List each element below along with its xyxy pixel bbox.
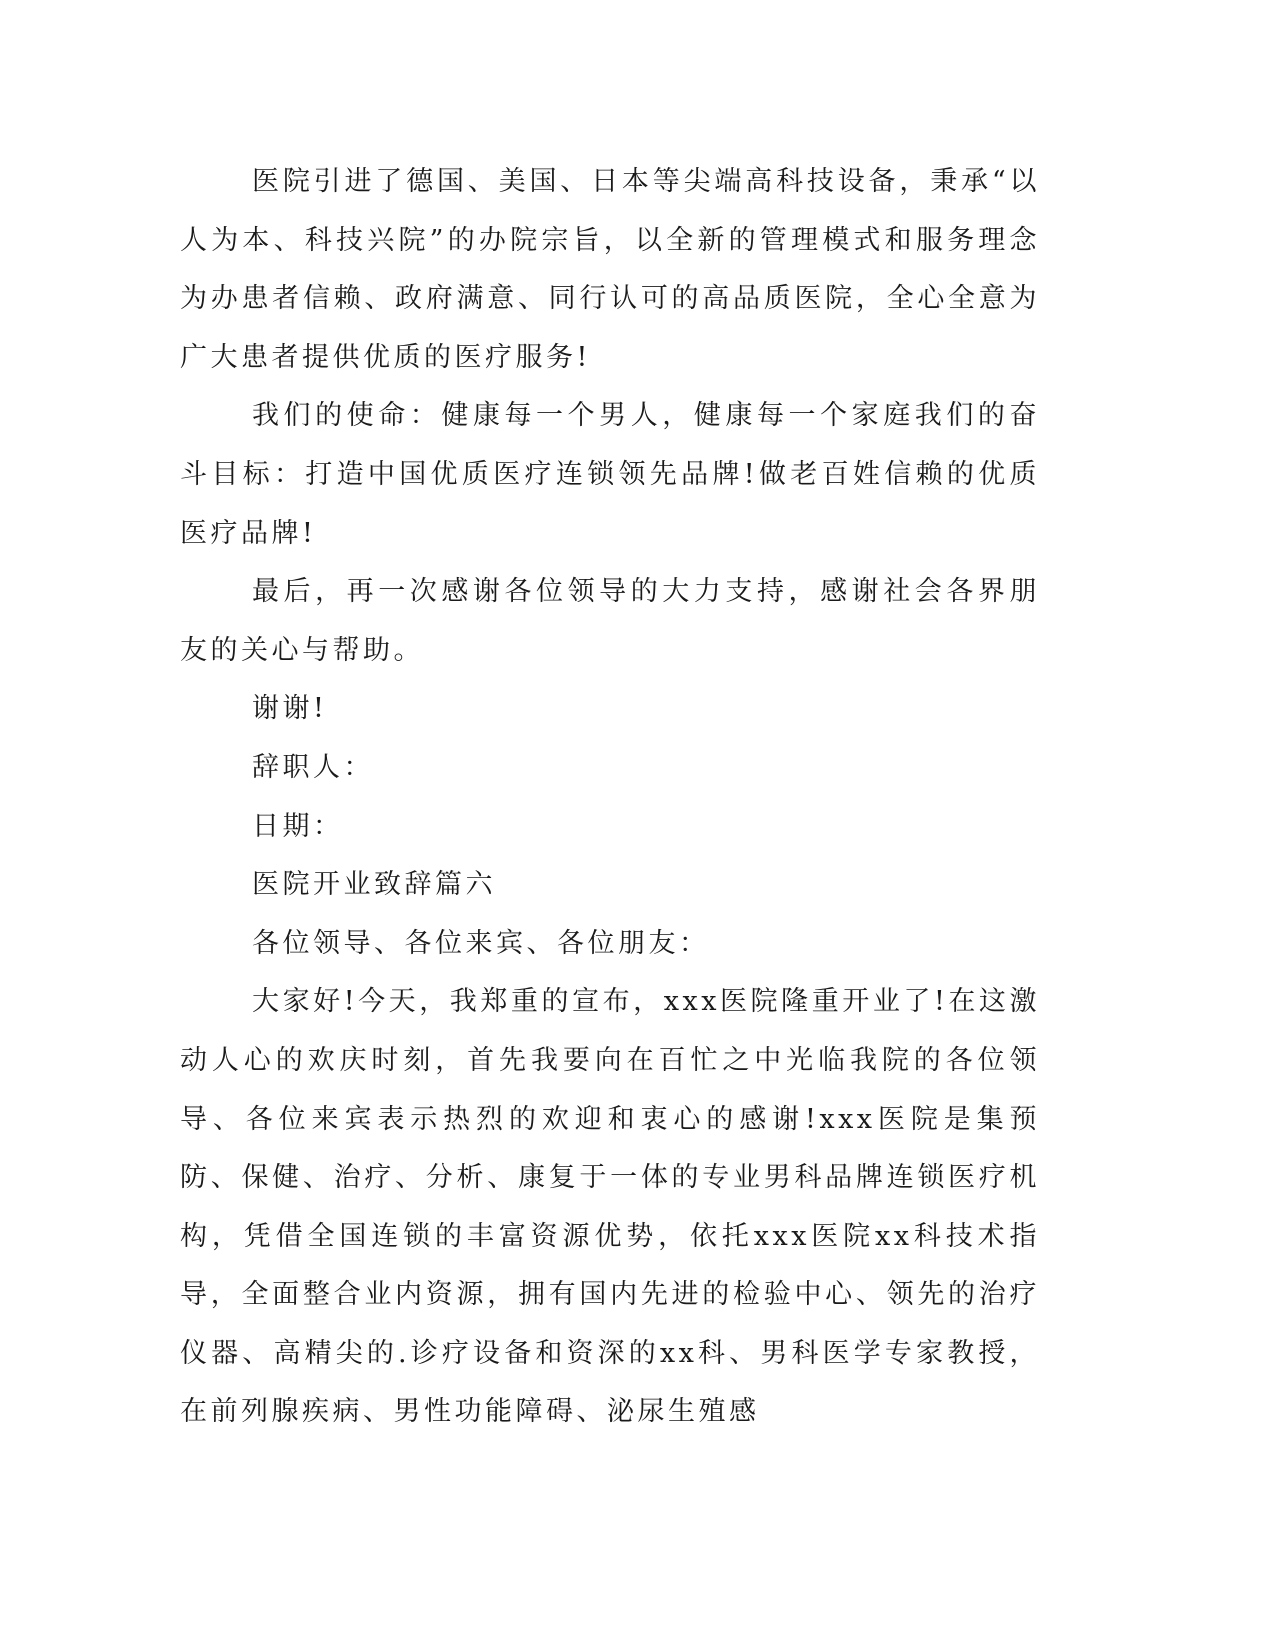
paragraph-salutation: 各位领导、各位来宾、各位朋友： — [252, 927, 710, 959]
paragraph-resigner: 辞职人： — [252, 751, 374, 783]
paragraph-thank-you: 谢谢! — [252, 693, 328, 725]
paragraph-date: 日期： — [252, 810, 344, 842]
paragraph-thanks-closing: 最后，再一次感谢各位领导的大力支持，感谢社会各界朋友的关心与帮助。 — [180, 576, 1040, 666]
document-body — [180, 153, 1040, 1442]
section-heading: 医院开业致辞篇六 — [252, 869, 496, 901]
paragraph-hospital-equipment: 医院引进了德国、美国、日本等尖端高科技设备，秉承“以人为本、科技兴院”的办院宗旨，以全新的管理模式和服务理念为办患者信赖、政府满意、同行认可的高品质医院，全心全意为广大患者提供优质的医疗服务! — [180, 166, 1040, 373]
paragraph-opening-speech: 大家好!今天，我郑重的宣布，xxx医院隆重开业了!在这激动人心的欢庆时刻，首先我要向在百忙之中光临我院的各位领导、各位来宾表示热烈的欢迎和衷心的感谢!xxx医院是集预防、保健、治疗、分析、康复于一体的专业男科品牌连锁医疗机构，凭借全国连锁的丰富资源优势，依托xxx医院xx科技术指导，全面整合业内资源，拥有国内先进的检验中心、领先的治疗仪器、高精尖的.诊疗设备和资深的xx科、男科医学专家教授，在前列腺疾病、男性功能障碍、泌尿生殖感 — [180, 986, 1040, 1428]
paragraph-mission: 我们的使命：健康每一个男人，健康每一个家庭我们的奋斗目标：打造中国优质医疗连锁领先品牌!做老百姓信赖的优质医疗品牌! — [180, 400, 1040, 549]
